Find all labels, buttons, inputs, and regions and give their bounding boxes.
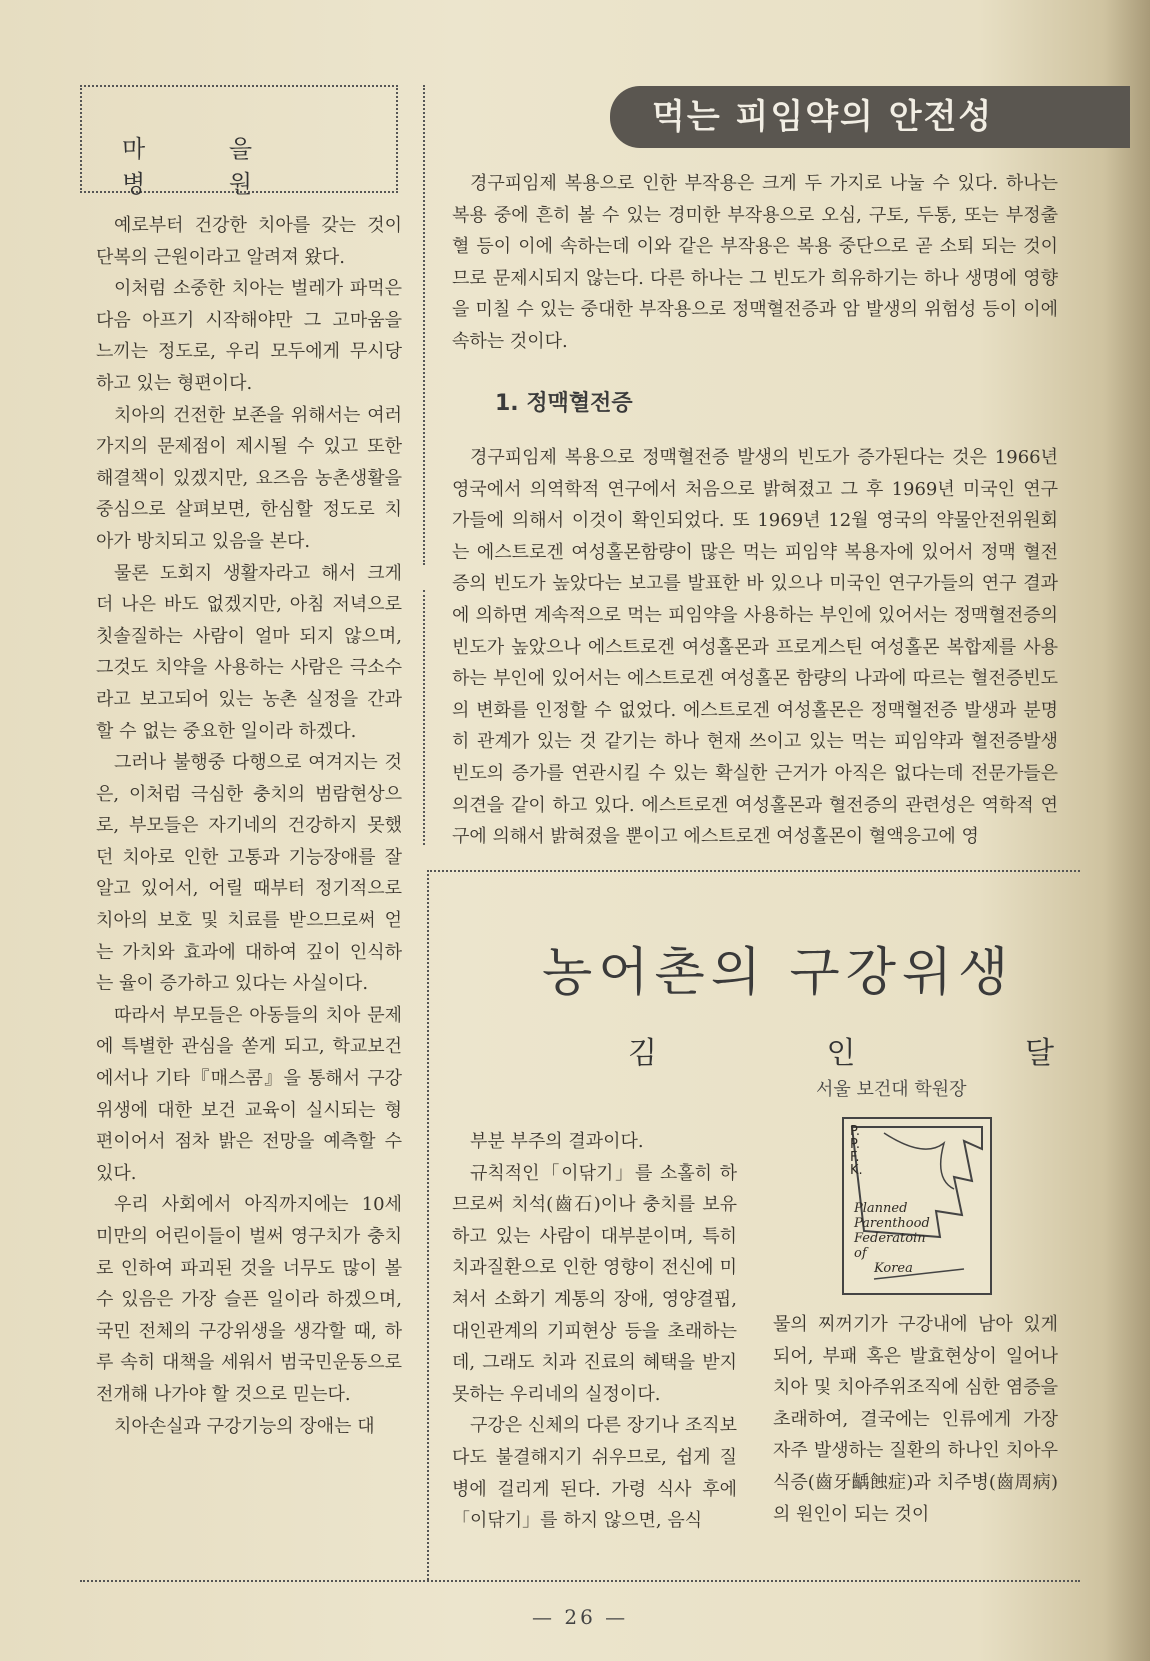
section-heading: 1. 정맥혈전증 xyxy=(495,391,633,416)
article-title: 농어촌의 구강위생 xyxy=(542,943,1015,1003)
sidebar-paragraph: 치아손실과 구강기능의 장애는 대 xyxy=(114,1415,375,1437)
sidebar-paragraph: 이처럼 소중한 치아는 벌레가 파먹은 다음 아프기 시작해야만 그 고마움을 느끼는 정도로, 우리 모두에게 무시당하고 있는 형편이다. xyxy=(96,278,402,394)
column-divider xyxy=(423,85,425,565)
column-title: 마 을 병 원 xyxy=(122,135,290,198)
main-article-column-2 xyxy=(773,1309,1058,1530)
section-divider xyxy=(430,870,1080,872)
intro-paragraph: 경구피임제 복용으로 인한 부작용은 크게 두 가지로 나눌 수 있다. 하나는 복용 중에 흔히 볼 수 있는 경미한 부작용으로 오심, 구토, 두통, 또는 부정출혈 등이 이에 속하는데 이와 같은 부작용은 복용 중단으로 곧 소퇴 되는 것이므로 문제시되지 않는다. 다른 하나는 그 빈도가 희유하기는 하나 생명에 영향을 미칠 수 있는 중대한 부작용으로 정맥혈전증과 암 발생의 위험성 등이 이에 속하는 것이다. xyxy=(452,173,1058,352)
author-name: 김 인 달 xyxy=(628,1036,1135,1071)
top-article-intro xyxy=(452,168,1058,358)
logo-stroke xyxy=(884,1133,954,1189)
footer-divider xyxy=(80,1580,1080,1582)
sidebar-paragraph: 우리 사회에서 아직까지에는 10세 미만의 어린이들이 벌써 영구치가 충치로 인하여 파괴된 것을 너무도 많이 볼 수 있음은 가장 슬픈 일이라 하겠으며, 국민 전체의 구강위생을 생각할 때, 하루 속히 대책을 세워서 범국민운동으로 전개해 나가야 할 것으로 믿는다. xyxy=(96,1194,402,1405)
sidebar-paragraph: 그러나 불행중 다행으로 여겨지는 것은, 이처럼 극심한 충치의 범람현상으로, 부모들은 자기네의 건강하지 못했던 치아로 인한 고통과 기능장애를 잘 알고 있어서, 어릴 때부터 정기적으로 치아의 보호 및 치료를 받으므로써 얻는 가치와 효과에 대하여 깊이 인식하는 율이 증가하고 있다는 사실이다. xyxy=(96,752,402,995)
author-affiliation: 서울 보건대 학원장 xyxy=(816,1079,967,1100)
main-paragraph: 규칙적인「이닦기」를 소홀히 하므로써 치석(齒石)이나 충치를 보유하고 있는 사람이 대부분이며, 특히 치과질환으로 인한 영향이 전신에 미쳐서 소화기 계통의 장애, 영양결핍, 대인관계의 기피현상 등을 초래하는데, 그래도 치과 진료의 혜택을 받지 못하는 우리네의 실정이다. xyxy=(452,1162,737,1405)
body-paragraph: 경구피임제 복용으로 정맥혈전증 발생의 빈도가 증가된다는 것은 1966년 영국에서 의역학적 연구에서 처음으로 밝혀졌고 그 후 1969년 미국인 연구 가들에 의해서 이것이 확인되었다. 또 1969년 12월 영국의 약물안전위원회는 에스트로겐 여성홀몬함량이 많은 먹는 피임약 복용자에 있어서 정맥 혈전증의 빈도가 높았다는 보고를 발표한 바 있으나 미국인 연구가들의 연구 결과에 의하면 계속적으로 먹는 피임약을 사용하는 부인에 있어서는 정맥혈전증의 빈도가 높았으나 에스트로겐 여성홀몬과 프로게스틴 여성홀몬 복합제를 사용하는 부인에 있어서는 에스트로겐 여성홀몬 함량의 나과에 따르는 혈전증빈도의 변화를 인정할 수 없었다. 에스트로겐 여성홀몬은 정맥혈전증 발생과 분명히 관계가 있는 것 같기는 하나 현재 쓰이고 있는 먹는 피임약과 혈전증발생 빈도의 증가를 연관시킬 수 있는 확실한 근거가 아직은 없다는데 전문가들은 의견을 같이 하고 있다. 에스트로겐 여성홀몬과 혈전증의 관련성은 역학적 연구에 의해서 밝혀졌을 뿐이고 에스트로겐 여성홀몬이 혈액응고에 영 xyxy=(452,447,1058,848)
main-paragraph: 물의 찌꺼기가 구강내에 남아 있게 되어, 부패 혹은 발효현상이 일어나 치아 및 치아주위조직에 심한 염증을 초래하여, 결국에는 인류에게 가장 자주 발생하는 질환의 하나인 치아우식증(齒牙齲蝕症)과 치주병(齒周病)의 원인이 되는 것이 xyxy=(773,1314,1058,1525)
column-title-box xyxy=(80,85,398,198)
sidebar-body xyxy=(96,210,402,1442)
sidebar-paragraph: 따라서 부모들은 아동들의 치아 문제에 특별한 관심을 쏟게 되고, 학교보건에서나 기타『매스콤』을 통해서 구강위생에 대한 보건 교육이 실시되는 형편이어서 점차 밝은 전망을 예측할 수 있다. xyxy=(96,1004,402,1184)
logo-caption: Planned Parenthood Federatoin of Korea xyxy=(854,1201,930,1276)
ppfk-logo xyxy=(842,1117,992,1295)
logo-letters: P. P. F. K. xyxy=(850,1124,863,1178)
article-banner: 먹는 피임약의 안전성 xyxy=(610,86,1130,148)
main-paragraph: 구강은 신체의 다른 장기나 조직보다도 불결해지기 쉬우므로, 쉽게 질병에 걸리게 된다. 가령 식사 후에「이닦기」를 하지 않으면, 음식 xyxy=(452,1415,737,1532)
column-divider xyxy=(427,870,429,1580)
sidebar-paragraph: 예로부터 건강한 치아를 갖는 것이 단복의 근원이라고 알려져 왔다. xyxy=(96,215,402,268)
sidebar-paragraph: 치아의 건전한 보존을 위해서는 여러가지의 문제점이 제시될 수 있고 또한 해결책이 있겠지만, 요즈음 농촌생활을 중심으로 살펴보면, 한심할 정도로 치아가 방치되고 있음을 본다. xyxy=(96,404,402,552)
sidebar-paragraph: 물론 도회지 생활자라고 해서 크게 더 나은 바도 없겠지만, 아침 저녁으로 칫솔질하는 사람이 얼마 되지 않으며, 그것도 치약을 사용하는 사람은 극소수라고 보고되어 있는 농촌 실정을 간과할 수 없는 중요한 일이라 하겠다. xyxy=(96,562,402,742)
page-number: — 26 — xyxy=(532,1605,629,1629)
main-article-column-1 xyxy=(452,1126,737,1537)
main-paragraph: 부분 부주의 결과이다. xyxy=(470,1131,644,1152)
top-article-body xyxy=(452,442,1058,852)
column-divider xyxy=(423,590,425,845)
